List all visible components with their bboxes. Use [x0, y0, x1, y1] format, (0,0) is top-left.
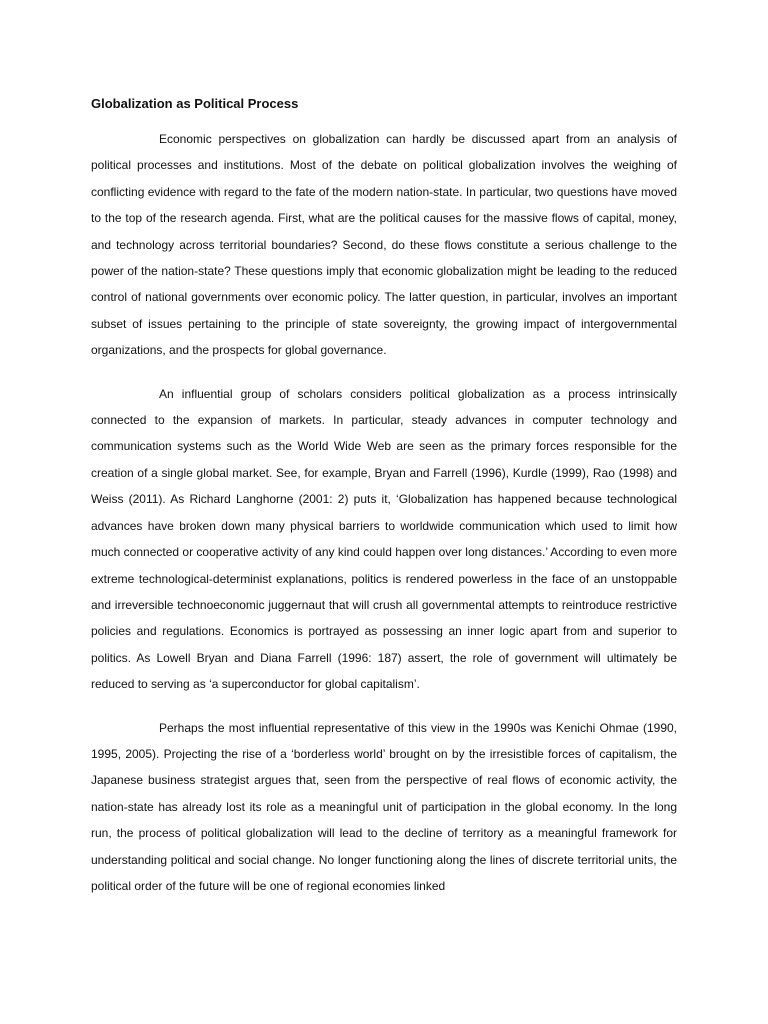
- paragraph-3: Perhaps the most influential representative of this view in the 1990s was Kenichi Ohmae (1990, 1995, 2005). Projecting the rise of a ‘borderless world’ brought on by the irresistible forces of capitalism, the Japanese business strategist argues that, seen from the perspective of real flows of economic activity, the nation-state has already lost its role as a meaningful unit of participation in the global economy. In the long run, the process of political globalization will lead to the decline of territory as a meaningful framework for understanding political and social change. No longer functioning along the lines of discrete territorial units, the political order of the future will be one of regional economies linked: [91, 720, 677, 893]
- document-body: [91, 95, 677, 899]
- paragraph-2: An influential group of scholars considers political globalization as a process intrinsically connected to the expansion of markets. In particular, steady advances in computer technology and communication systems such as the World Wide Web are seen as the primary forces responsible for the creation of a single global market. See, for example, Bryan and Farrell (1996), Kurdle (1999), Rao (1998) and Weiss (2011). As Richard Langhorne (2001: 2) puts it, ‘Globalization has happened because technological advances have broken down many physical barriers to worldwide communication which used to limit how much connected or cooperative activity of any kind could happen over long distances.’ According to even more extreme technological-determinist explanations, politics is rendered powerless in the face of an unstoppable and irreversible technoeconomic juggernaut that will crush all governmental attempts to reintroduce restrictive policies and regulations. Economics is portrayed as possessing an inner logic apart from and superior to politics. As Lowell Bryan and Diana Farrell (1996: 187) assert, the role of government will ultimately be reduced to serving as ‘a superconductor for global capitalism’.: [91, 386, 677, 692]
- document-title: Globalization as Political Process: [91, 96, 299, 111]
- paragraph-1: Economic perspectives on globalization can hardly be discussed apart from an analysis of political processes and institutions. Most of the debate on political globalization involves the weighing of conflicting evidence with regard to the fate of the modern nation-state. In particular, two questions have moved to the top of the research agenda. First, what are the political causes for the massive flows of capital, money, and technology across territorial boundaries? Second, do these flows constitute a serious challenge to the power of the nation-state? These questions imply that economic globalization might be leading to the reduced control of national governments over economic policy. The latter question, in particular, involves an important subset of issues pertaining to the principle of state sovereignty, the growing impact of intergovernmental organizations, and the prospects for global governance.: [91, 132, 677, 358]
